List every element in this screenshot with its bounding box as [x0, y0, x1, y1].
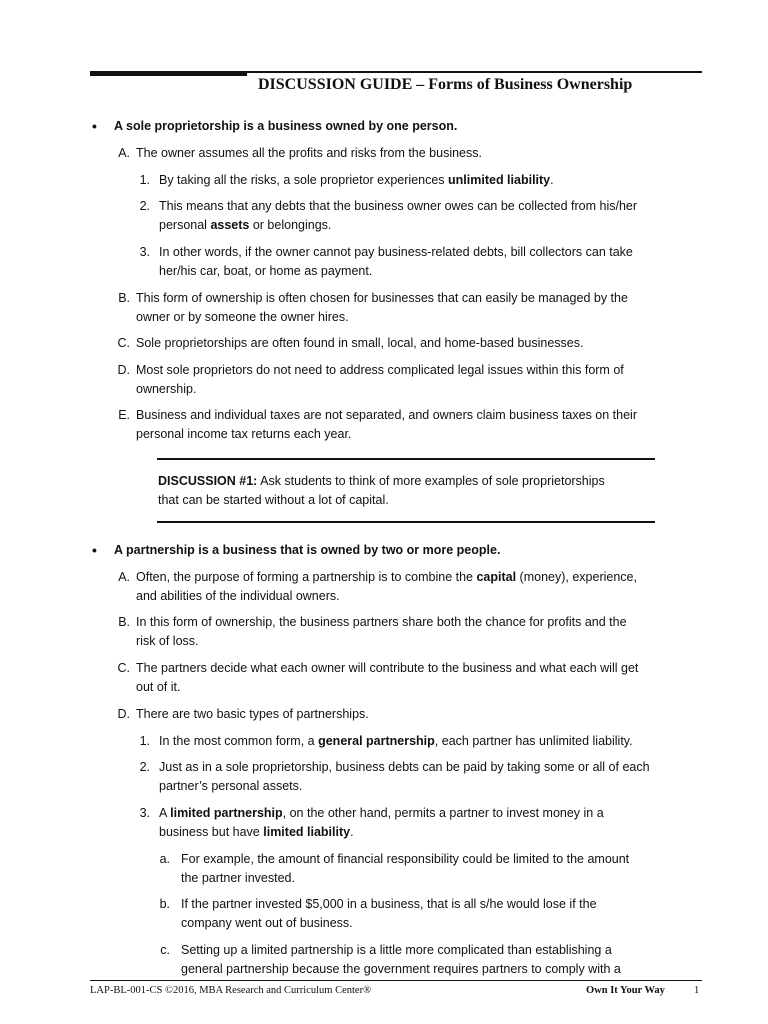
subitem-text: Just as in a sole proprietorship, business debts can be paid by taking some or all of each — [159, 760, 650, 774]
subsubitem-text-cont: company went out of business. — [181, 916, 353, 930]
item-text-cont: risk of loss. — [136, 634, 199, 648]
discussion-1-text: DISCUSSION #1: Ask students to think of more examples of sole proprietorships — [158, 474, 605, 488]
subsubitem-marker: a. — [159, 852, 170, 866]
item-marker: E. — [118, 408, 130, 422]
subsubitem-text-cont: the partner invested. — [181, 871, 295, 885]
footer-right: Own It Your Way — [586, 985, 665, 996]
footer-left: LAP-BL-001-CS ©2016, MBA Research and Curriculum Center® — [90, 985, 372, 996]
item-text: Often, the purpose of forming a partnership is to combine the capital (money), experience, — [136, 570, 637, 584]
subitem-text-cont: personal assets or belongings. — [159, 218, 332, 232]
item-text: Business and individual taxes are not separated, and owners claim business taxes on their — [136, 408, 637, 422]
header-rule-thin — [247, 71, 702, 73]
term-general-partnership: general partnership — [318, 734, 435, 748]
subitem-marker: 3. — [139, 806, 150, 820]
term-capital: capital — [476, 570, 517, 584]
subitem-text-cont: her/his car, boat, or home as payment. — [159, 264, 373, 278]
subitem-marker: 2. — [139, 199, 150, 213]
item-text-cont: personal income tax returns each year. — [136, 427, 352, 441]
subitem-text: By taking all the risks, a sole proprietor experiences unlimited liability. — [159, 173, 554, 187]
item-text: In this form of ownership, the business partners share both the chance for profits and the — [136, 615, 627, 629]
term-limited-liability: limited liability — [263, 825, 351, 839]
subsubitem-text: For example, the amount of financial responsibility could be limited to the amount — [181, 852, 630, 866]
item-text-cont: ownership. — [136, 382, 197, 396]
item-marker: C. — [117, 336, 130, 350]
item-marker: D. — [117, 707, 130, 721]
item-text: The partners decide what each owner will contribute to the business and what each will get — [136, 661, 639, 675]
term-limited-partnership: limited partnership — [170, 806, 283, 820]
subsubitem-marker: b. — [159, 897, 170, 911]
subitem-text: In other words, if the owner cannot pay business-related debts, bill collectors can take — [159, 245, 633, 259]
discussion-rule-bottom — [157, 521, 655, 523]
bullet-2: • — [92, 542, 97, 558]
term-unlimited-liability: unlimited liability — [448, 173, 551, 187]
item-marker: C. — [117, 661, 130, 675]
subitem-text-cont: business but have limited liability. — [159, 825, 354, 839]
subsubitem-marker: c. — [160, 943, 170, 957]
section2-heading: A partnership is a business that is owned by two or more people. — [114, 543, 501, 557]
subsubitem-text: If the partner invested $5,000 in a business, that is all s/he would lose if the — [181, 897, 597, 911]
subitem-text-cont: partner’s personal assets. — [159, 779, 303, 793]
bullet-1: • — [92, 118, 97, 134]
item-marker: D. — [117, 363, 130, 377]
subitem-text: This means that any debts that the business owner owes can be collected from his/her — [159, 199, 638, 213]
item-text: Sole proprietorships are often found in small, local, and home-based businesses. — [136, 336, 584, 350]
subitem-marker: 2. — [139, 760, 150, 774]
subitem-text: In the most common form, a general partnership, each partner has unlimited liability. — [159, 734, 633, 748]
item-text: Most sole proprietors do not need to address complicated legal issues within this form of — [136, 363, 624, 377]
item-marker: A. — [118, 570, 130, 584]
item-text: This form of ownership is often chosen for businesses that can easily be managed by the — [136, 291, 628, 305]
term-assets: assets — [210, 218, 250, 232]
subsubitem-text: Setting up a limited partnership is a little more complicated than establishing a — [181, 943, 612, 957]
item-marker: B. — [118, 615, 130, 629]
discussion-1-label: DISCUSSION #1: — [158, 474, 258, 488]
item-text-cont: owner or by someone the owner hires. — [136, 310, 349, 324]
item-text: There are two basic types of partnerships. — [136, 707, 369, 721]
header-rule-thick — [90, 71, 247, 76]
page-title: DISCUSSION GUIDE – Forms of Business Ownership — [258, 76, 633, 93]
discussion-rule-top — [157, 458, 655, 460]
item-text-cont: and abilities of the individual owners. — [136, 589, 340, 603]
subitem-marker: 3. — [139, 245, 150, 259]
subsubitem-text-cont: general partnership because the government requires partners to comply with a — [181, 962, 621, 976]
item-marker: B. — [118, 291, 130, 305]
section1-heading: A sole proprietorship is a business owned by one person. — [114, 119, 458, 133]
footer-rule — [90, 980, 702, 981]
item-text: The owner assumes all the profits and risks from the business. — [136, 146, 482, 160]
page-number: 1 — [694, 985, 700, 996]
discussion-1-text-cont: that can be started without a lot of capital. — [158, 493, 389, 507]
subitem-marker: 1. — [139, 173, 150, 187]
subitem-text: A limited partnership, on the other hand, permits a partner to invest money in a — [159, 806, 604, 820]
subitem-marker: 1. — [139, 734, 150, 748]
item-marker: A. — [118, 146, 130, 160]
item-text-cont: out of it. — [136, 680, 181, 694]
